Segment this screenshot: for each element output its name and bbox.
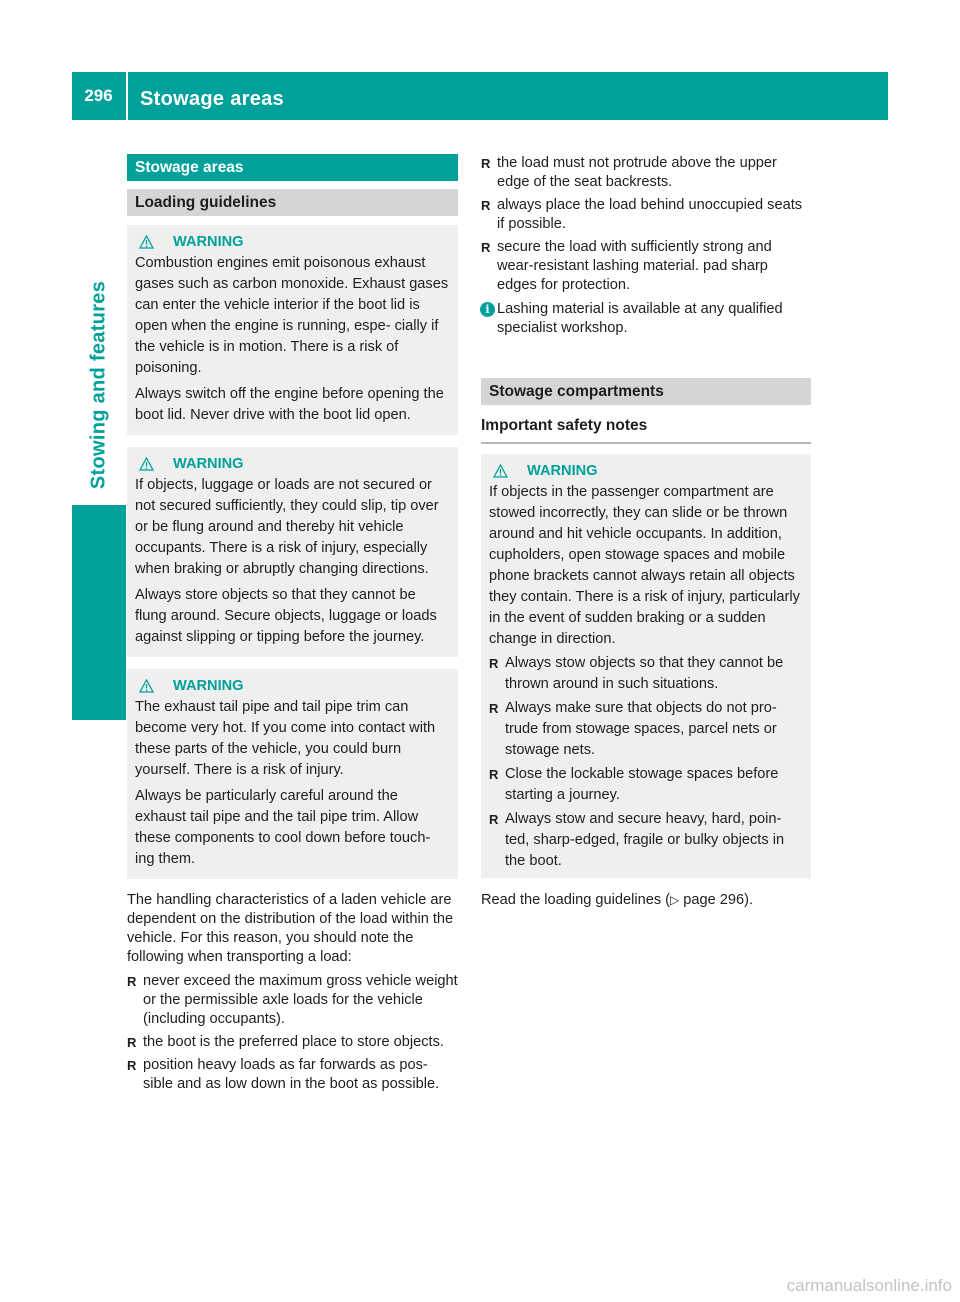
warning-text: The exhaust tail pipe and tail pipe trim can become very hot. If you come into contact with these parts of the vehicle, you could burn yourself. There is a risk of injury. xyxy=(135,699,436,778)
warning-box xyxy=(127,225,458,435)
list-item: R Close the lockable stowage spaces before starting a journey. xyxy=(489,764,804,806)
page-header xyxy=(72,72,888,120)
warning-text: Always switch off the engine before opening the boot lid. Never drive with the boot lid open. xyxy=(135,386,444,423)
left-column xyxy=(127,154,458,1094)
info-note xyxy=(481,300,811,338)
watermark: carmanualsonline.info xyxy=(786,1276,952,1295)
side-tab-label: Stowing and features xyxy=(87,280,110,490)
list-item: R never exceed the maximum gross vehicle weight or the permissible axle loads for the vehicle (including occupants). xyxy=(127,972,458,1029)
bullet-list xyxy=(127,972,458,1094)
page-arrow-icon: ▷ xyxy=(670,893,680,907)
warning-text: If objects, luggage or loads are not secured or not secured sufficiently, they could slip, tip over or be flung around and thereby hit vehicle occupants. There is a risk of injury, especially when braking or abruptly changing directions. xyxy=(135,477,439,577)
subsection-title-loading-guidelines: Loading guidelines xyxy=(127,189,458,216)
info-note-text: Lashing material is available at any qualified specialist workshop. xyxy=(497,301,783,336)
warning-text: Combustion engines emit poisonous exhaust gases such as carbon monoxide. Exhaust gases can enter the vehicle interior if the boot lid is open when the engine is running, espe- cially if the vehicle is in motion. There is a risk of poisoning. xyxy=(135,255,449,376)
section-title-stowage-compartments: Stowage compartments xyxy=(481,378,811,405)
warning-label: WARNING xyxy=(173,678,244,694)
cross-reference-suffix: ). xyxy=(744,892,754,908)
section-title-stowage-areas: Stowage areas xyxy=(127,154,458,181)
list-item: R Always make sure that objects do not pro- trude from stowage spaces, parcel nets or stowage nets. xyxy=(489,698,804,761)
warning-box xyxy=(481,454,811,878)
warning-text: Always store objects so that they cannot be flung around. Secure objects, luggage or loads against slipping or tipping before the journey. xyxy=(135,587,437,645)
warning-label: WARNING xyxy=(527,463,598,479)
warning-text: Always be particularly careful around the exhaust tail pipe and the tail pipe trim. Allow these components to cool down before touch- ing them. xyxy=(135,788,431,867)
side-tab-marker xyxy=(72,505,126,720)
list-item: R Always stow objects so that they cannot be thrown around in such situations. xyxy=(489,653,804,695)
list-item: R the boot is the preferred place to store objects. xyxy=(127,1033,458,1052)
list-item: R secure the load with sufficiently strong and wear-resistant lashing material. pad sharp edges for protection. xyxy=(481,238,811,295)
warning-triangle-icon xyxy=(135,457,173,471)
warning-text: If objects in the passenger compartment are stowed incorrectly, they can slide or be thrown around and hit vehicle occupants. In addition, cupholders, open stowage spaces and mobile phone brackets cannot always retain all objects they contain. There is a risk of injury, particularly in the event of sudden braking or a sudden change in direction. xyxy=(489,484,800,647)
warning-triangle-icon xyxy=(135,679,173,693)
warning-bullet-list xyxy=(489,653,804,872)
subheading-important-safety-notes: Important safety notes xyxy=(481,415,811,444)
warning-label: WARNING xyxy=(173,234,244,250)
list-item: R always place the load behind unoccupied seats if possible. xyxy=(481,196,811,234)
list-item: R position heavy loads as far forwards as pos- sible and as low down in the boot as possible. xyxy=(127,1056,458,1094)
warning-box xyxy=(127,669,458,879)
warning-label: WARNING xyxy=(173,456,244,472)
page-title: Stowage areas xyxy=(140,88,284,110)
list-item: R Always stow and secure heavy, hard, poin- ted, sharp-edged, fragile or bulky objects in the boot. xyxy=(489,809,804,872)
body-paragraph: The handling characteristics of a laden vehicle are dependent on the distribution of the load within the vehicle. For this reason, you should note the following when transporting a load: xyxy=(127,892,454,965)
list-item: R the load must not protrude above the upper edge of the seat backrests. xyxy=(481,154,811,192)
cross-reference-prefix: Read the loading guidelines ( xyxy=(481,892,671,908)
warning-triangle-icon xyxy=(489,464,527,478)
warning-triangle-icon xyxy=(135,235,173,249)
header-divider xyxy=(126,72,128,120)
info-icon: i xyxy=(480,302,495,317)
bullet-list xyxy=(481,154,811,295)
cross-reference xyxy=(481,890,811,911)
page-number: 296 xyxy=(84,86,113,105)
warning-box xyxy=(127,447,458,657)
page-reference-link[interactable]: page 296 xyxy=(683,892,745,908)
right-column xyxy=(481,154,811,911)
